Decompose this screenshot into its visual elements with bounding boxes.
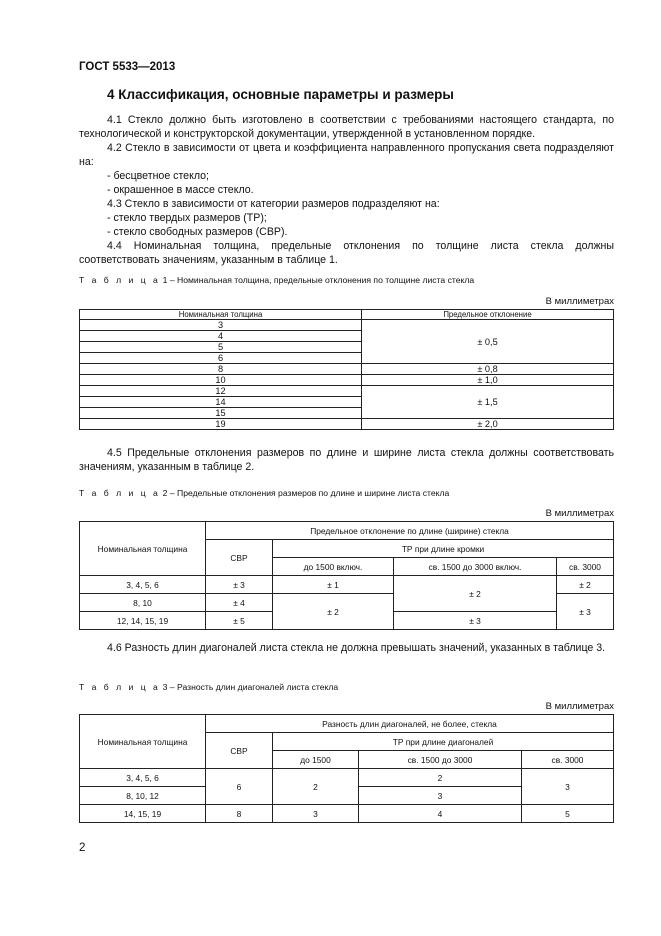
paragraph-4-6-text: 4.6 Разность длин диагоналей листа стекла не должна превышать значений, указанных в таблице 3. [107,642,606,654]
table3-cell: 2 [359,769,522,787]
table1-cell: ± 2,0 [362,419,614,430]
table3-cell: 3 [273,805,359,823]
paragraph-4-5-text: 4.5 Предельные отклонения размеров по длине и ширине листа стекла должны соответствовать значениям, указанным в таблице 2. [79,447,614,473]
table3-header-diff: Разность длин диагоналей, не более, стекла [206,715,614,733]
table1-caption-prefix: Т а б л и ц а [79,275,161,285]
table3-header-svr: СВР [206,733,273,769]
table3-caption-text: 3 – Разность длин диагоналей листа стекла [160,682,339,692]
table2-caption-text: 2 – Предельные отклонения размеров по длине и ширине листа стекла [160,488,450,498]
paragraph-4-2: 4.2 Стекло в зависимости от цвета и коэффициента направленного пропускания света подразделяют на: [79,142,614,168]
table1-cell: ± 1,0 [362,375,614,386]
table2-cell: ± 3 [206,576,273,594]
table1-units: В миллиметрах [545,296,614,307]
table3-header-nominal: Номинальная толщина [80,715,206,769]
table3-cell: 5 [522,805,614,823]
table2-cell: ± 4 [206,594,273,612]
list-item-svr: - стекло свободных размеров (СВР). [107,226,288,238]
table3-cell: 3, 4, 5, 6 [80,769,206,787]
section-title: 4 Классификация, основные параметры и размеры [107,87,454,102]
paragraph-4-3: 4.3 Стекло в зависимости от категории размеров подразделяют на: [107,198,440,210]
paragraph-block-1 [79,113,614,267]
table1-cell: 3 [80,320,362,331]
table3-cell: 3 [522,769,614,805]
table-1 [79,309,614,430]
paragraph-4-5 [79,446,614,474]
table1-caption [79,275,474,285]
list-item-tinted: - окрашенное в массе стекло. [107,184,254,196]
table1-cell: 6 [80,353,362,364]
table2-cell: ± 5 [206,612,273,630]
paragraph-4-1: 4.1 Стекло должно быть изготовлено в соответствии с требованиями настоящего стандарта, по технологической и конструкторской документации, утвержденной в установленном порядке. [79,114,614,140]
table2-header-c3: св. 3000 [557,558,614,576]
table3-cell: 3 [359,787,522,805]
table2-cell: ± 3 [394,612,557,630]
table1-cell: 15 [80,408,362,419]
table1-cell: ± 0,8 [362,364,614,375]
table1-cell: 5 [80,342,362,353]
table3-caption-prefix: Т а б л и ц а [79,682,161,692]
paragraph-4-6 [79,641,614,655]
table2-cell: ± 2 [273,594,394,630]
paragraph-4-4: 4.4 Номинальная толщина, предельные отклонения по толщине листа стекла должны соответствовать значениям, указанным в таблице 1. [79,240,614,266]
table1-cell: ± 1,5 [362,386,614,419]
table2-cell: ± 2 [394,576,557,612]
table2-caption-prefix: Т а б л и ц а [79,488,161,498]
table1-header-thickness: Номинальная толщина [80,310,362,320]
table2-cell: 12, 14, 15, 19 [80,612,206,630]
table2-header-c1: до 1500 включ. [273,558,394,576]
table1-cell: 14 [80,397,362,408]
table1-cell: 8 [80,364,362,375]
table3-header-c1: до 1500 [273,751,359,769]
table3-units: В миллиметрах [545,701,614,712]
table1-caption-text: 1 – Номинальная толщина, предельные отклонения по толщине листа стекла [160,275,475,285]
table2-header-c2: св. 1500 до 3000 включ. [394,558,557,576]
table2-cell: 3, 4, 5, 6 [80,576,206,594]
table3-cell: 8, 10, 12 [80,787,206,805]
table2-cell: 8, 10 [80,594,206,612]
table1-cell: 12 [80,386,362,397]
table1-cell: 19 [80,419,362,430]
table2-header-deviation: Предельное отклонение по длине (ширине) стекла [206,522,614,540]
table2-cell: ± 3 [557,594,614,630]
table-3 [79,714,614,823]
table1-header-deviation: Предельное отклонение [362,310,614,320]
table3-cell: 14, 15, 19 [80,805,206,823]
table2-header-tr: ТР при длине кромки [273,540,614,558]
page-number: 2 [79,842,86,854]
table2-header-nominal: Номинальная толщина [80,522,206,576]
table1-cell: 4 [80,331,362,342]
table3-header-tr: ТР при длине диагоналей [273,733,614,751]
table2-cell: ± 1 [273,576,394,594]
table3-cell: 8 [206,805,273,823]
table2-header-svr: СВР [206,540,273,576]
table2-cell: ± 2 [557,576,614,594]
table3-cell: 4 [359,805,522,823]
document-header: ГОСТ 5533—2013 [79,61,176,73]
list-item-colorless: - бесцветное стекло; [107,170,209,182]
table1-cell: ± 0,5 [362,320,614,364]
table1-cell: 10 [80,375,362,386]
table3-header-c2: св. 1500 до 3000 [359,751,522,769]
table-2 [79,521,614,630]
table3-cell: 2 [273,769,359,805]
table2-units: В миллиметрах [545,508,614,519]
table3-caption [79,682,338,692]
list-item-tr: - стекло твердых размеров (ТР); [107,212,267,224]
table2-caption [79,488,449,498]
table3-header-c3: св. 3000 [522,751,614,769]
table3-cell: 6 [206,769,273,805]
